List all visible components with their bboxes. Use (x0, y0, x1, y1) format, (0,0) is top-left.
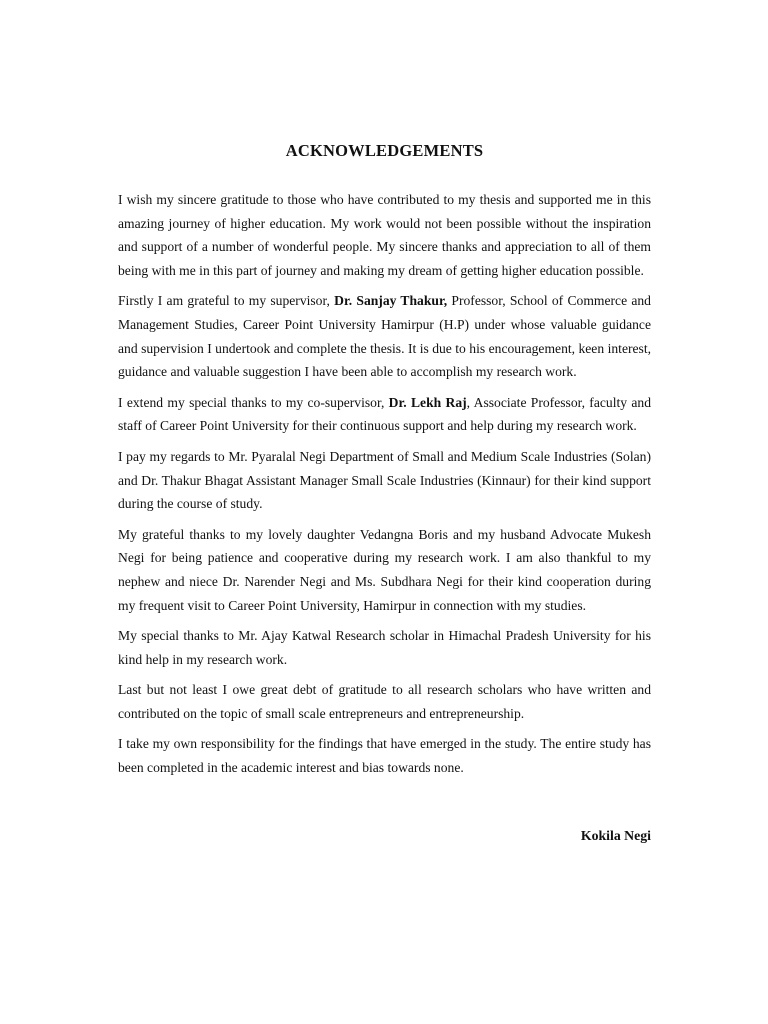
paragraph-text: I extend my special thanks to my co-supervisor, (118, 394, 389, 410)
paragraph-text: Firstly I am grateful to my supervisor, (118, 293, 335, 309)
paragraph-text: Last but not least I owe great debt of gratitude to all research scholars who have written and contributed on the topic of small scale entrepreneurs and entrepreneurship. (118, 682, 651, 721)
author-signature: Kokila Negi (580, 828, 651, 843)
paragraph (118, 732, 651, 779)
bold-name-text: Dr. Sanjay Thakur, (334, 293, 448, 309)
paragraph (118, 391, 651, 438)
paragraph-text: I wish my sincere gratitude to those who have contributed to my thesis and supported me in this amazing journey of higher education. My work would not been possible without the inspiration and support of a number of wonderful people. My sincere thanks and appreciation to all of them being with me in this part of journey and making my dream of getting higher education possible. (118, 192, 651, 278)
paragraph-text: Professor, School of Commerce and Management Studies, Career Point University Hamirpur (H.P) under whose valuable guidance and supervision I undertook and complete the thesis. It is due to his encouragement, keen interest, guidance and valuable suggestion I have been able to accomplish my research work. (118, 293, 651, 380)
paragraph (118, 188, 651, 282)
page-title: ACKNOWLEDGEMENTS (285, 141, 484, 160)
paragraph (118, 445, 651, 516)
paragraph (118, 523, 651, 617)
paragraph (118, 289, 651, 383)
paragraph-text: I pay my regards to Mr. Pyaralal Negi Department of Small and Medium Scale Industries (Solan) and Dr. Thakur Bhagat Assistant Manager Small Scale Industries (Kinnaur) for their kind support during the course of study. (118, 448, 651, 512)
paragraph-text: My special thanks to Mr. Ajay Katwal Research scholar in Himachal Pradesh University for his kind help in my research work. (118, 628, 651, 667)
acknowledgement-body (118, 188, 651, 787)
paragraph-text: I take my own responsibility for the findings that have emerged in the study. The entire study has been completed in the academic interest and bias towards none. (118, 736, 651, 776)
paragraph-text: My grateful thanks to my lovely daughter Vedangna Boris and my husband Advocate Mukesh Negi for being patience and cooperative during my research work. I am also thankful to my nephew and niece Dr. Narender Negi and Ms. Subdhara Negi for their kind cooperation during my frequent visit to Career Point University, Hamirpur in connection with my studies. (118, 526, 651, 613)
paragraph (118, 678, 651, 725)
paragraph-text: , Associate Professor, faculty and staff of Career Point University for their continuous support and help during my research work. (118, 394, 651, 434)
paragraph (118, 624, 651, 671)
bold-name-text: Dr. Lekh Raj (388, 394, 467, 410)
